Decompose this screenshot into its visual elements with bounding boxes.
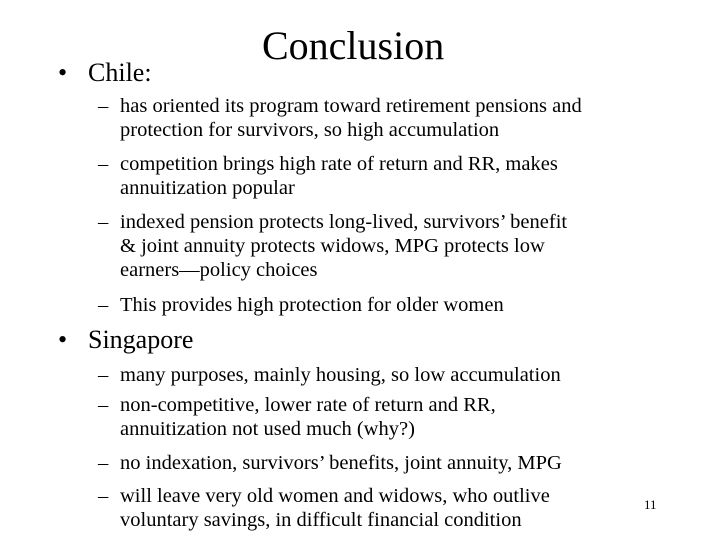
dash-marker: – [98,452,109,474]
chile-item-3-line-2: & joint annuity protects widows, MPG protects low [120,235,545,257]
dash-marker: – [98,95,109,117]
dash-marker: – [98,211,109,233]
dash-marker: – [98,153,109,175]
bullet-chile [58,58,152,88]
dash-marker: – [98,394,109,416]
singapore-item-3-line-1: no indexation, survivors’ benefits, joint annuity, MPG [120,452,562,474]
chile-item-1-line-1: has oriented its program toward retirement pensions and [120,95,582,117]
dash-marker: – [98,485,109,507]
chile-item-3-line-1: indexed pension protects long-lived, survivors’ benefit [120,211,568,233]
chile-item-4-line-1: This provides high protection for older women [120,294,504,316]
chile-item-2-line-2: annuitization popular [120,177,295,199]
slide-title: Conclusion [262,23,445,68]
singapore-item-1-line-1: many purposes, mainly housing, so low accumulation [120,364,561,386]
chile-item-1-line-2: protection for survivors, so high accumulation [120,119,500,141]
dash-marker: – [98,294,109,316]
bullet-dot: • [58,325,68,354]
singapore-item-2-line-1: non-competitive, lower rate of return and RR, [120,394,496,416]
bullet-singapore-heading: Singapore [88,325,194,354]
chile-item-2-line-1: competition brings high rate of return and RR, makes [120,153,558,175]
bullet-singapore [58,325,193,355]
bullet-dot: • [58,58,68,87]
singapore-item-4-line-2: voluntary savings, in difficult financial condition [120,509,522,531]
chile-item-3-line-3: earners—policy choices [120,259,318,281]
singapore-item-2-line-2: annuitization not used much (why?) [120,418,415,440]
singapore-item-4-line-1: will leave very old women and widows, who outlive [120,485,550,507]
page-number: 11 [644,497,657,512]
bullet-chile-heading: Chile: [88,58,152,87]
dash-marker: – [98,364,109,386]
